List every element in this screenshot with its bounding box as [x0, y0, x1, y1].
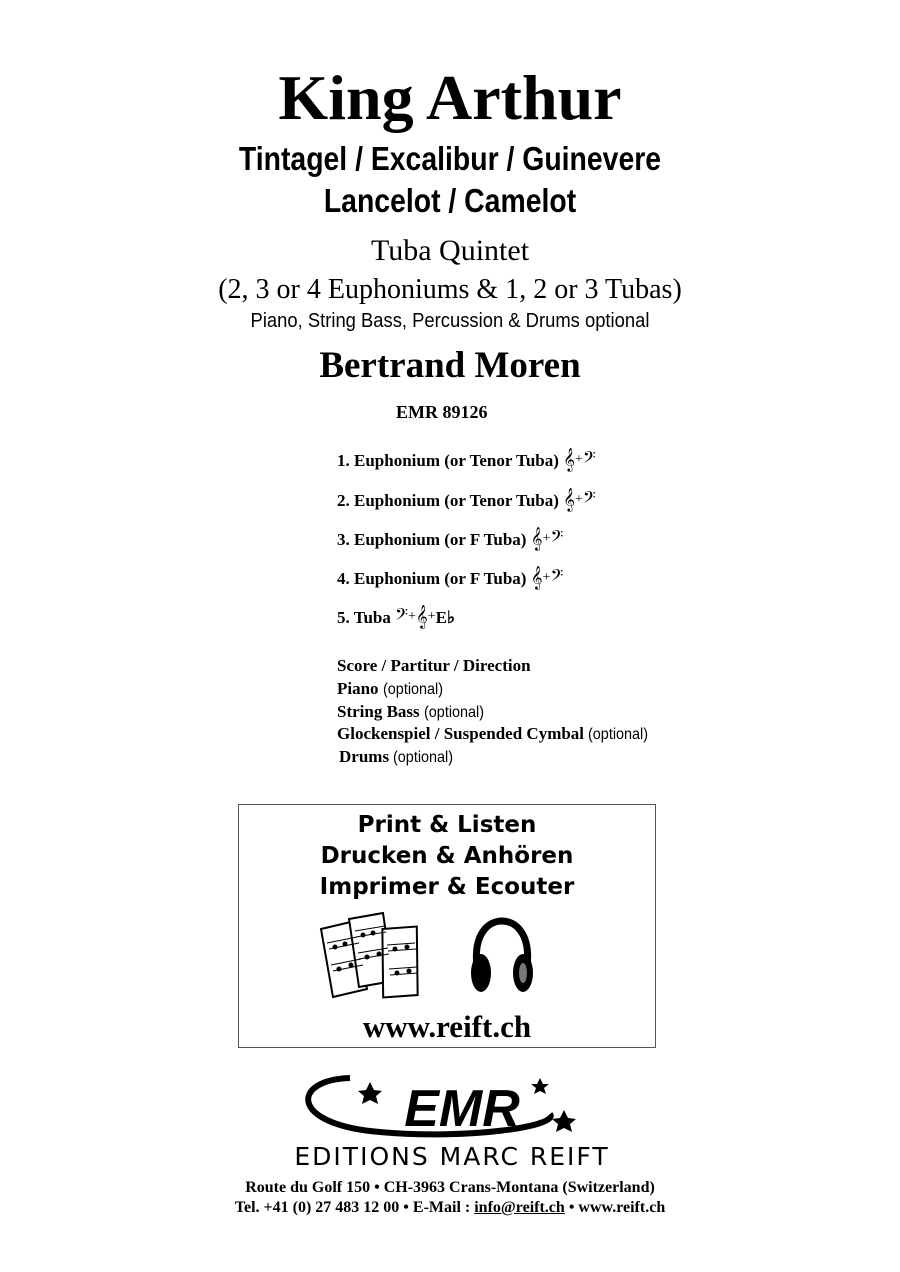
treble-clef-icon: 𝄞 [563, 487, 575, 511]
plus-sign: + [574, 452, 583, 467]
headphones-icon [467, 915, 537, 997]
website-link[interactable]: www.reift.ch [362, 1009, 532, 1044]
bass-clef-icon: 𝄢 [582, 447, 596, 471]
extra-note: (optional) [423, 704, 484, 721]
e-flat-label: E♭ [435, 608, 456, 627]
extra-note: (optional) [588, 726, 649, 743]
catalog-number: EMR 89126 [396, 402, 488, 422]
treble-clef-icon: 𝄞 [530, 565, 543, 589]
star-icon [358, 1082, 382, 1104]
part-label: 4. Euphonium (or F Tuba) [337, 569, 527, 588]
extra-item [339, 746, 460, 769]
subtitle-line-1: Tintagel / Excalibur / Guinevere [238, 140, 662, 177]
subtitle-line-2: Lancelot / Camelot [323, 182, 577, 219]
treble-clef-icon: 𝄞 [563, 447, 575, 471]
plus-sign: + [542, 570, 551, 585]
part-label: 1. Euphonium (or Tenor Tuba) [337, 451, 559, 470]
extra-label: Glockenspiel / Suspended Cymbal [337, 724, 585, 743]
bass-clef-icon: 𝄢 [582, 487, 596, 511]
emr-logo [230, 1070, 680, 1170]
ensemble: Tuba Quintet [370, 234, 530, 267]
extra-item [337, 678, 450, 701]
print-listen-fr: Imprimer & Ecouter [319, 874, 575, 900]
contact-prefix: Tel. +41 (0) 27 483 12 00 • E-Mail : [234, 1199, 475, 1216]
star-icon [552, 1110, 576, 1132]
print-listen-en: Print & Listen [357, 812, 537, 838]
publisher-address: Route du Golf 150 • CH-3963 Crans-Montana (Switzerland) [245, 1179, 655, 1196]
part-label: 5. Tuba [337, 608, 391, 627]
extra-label: String Bass [337, 702, 420, 721]
sheet-music-icon [311, 909, 427, 999]
plus-sign: + [542, 531, 551, 546]
extra-label: Score / Partitur / Direction [337, 656, 531, 675]
composer: Bertrand Moren [319, 345, 581, 386]
star-icon [531, 1078, 549, 1094]
extra-note: (optional) [393, 749, 454, 766]
treble-clef-icon: 𝄞 [415, 604, 428, 628]
bass-clef-icon: 𝄢 [550, 526, 564, 550]
extra-item [337, 723, 655, 746]
contact-suffix: • www.reift.ch [564, 1199, 666, 1216]
bass-clef-icon: 𝄢 [395, 604, 409, 628]
extra-note: (optional) [382, 681, 443, 698]
extra-label: Piano [337, 679, 379, 698]
logo-text: EMR [404, 1080, 520, 1138]
treble-clef-icon: 𝄞 [530, 526, 543, 550]
email-link[interactable]: info@reift.ch [474, 1199, 565, 1216]
plus-sign: + [408, 609, 416, 624]
part-item [337, 566, 563, 590]
part-item [337, 448, 596, 472]
part-item [337, 488, 596, 512]
bass-clef-icon: 𝄢 [550, 565, 564, 589]
plus-sign: + [574, 492, 583, 507]
title: King Arthur [278, 62, 622, 133]
part-item [337, 527, 563, 551]
extra-item [337, 655, 531, 677]
extra-label: Drums [339, 747, 390, 766]
plus-sign: + [427, 609, 436, 624]
part-label: 3. Euphonium (or F Tuba) [337, 530, 527, 549]
publisher-contact [0, 1198, 900, 1218]
optional-instruments: Piano, String Bass, Percussion & Drums optional [250, 310, 650, 332]
part-label: 2. Euphonium (or Tenor Tuba) [337, 491, 559, 510]
print-listen-box [238, 804, 656, 1048]
print-listen-de: Drucken & Anhören [320, 843, 574, 869]
part-item [337, 605, 455, 629]
instrumentation: (2, 3 or 4 Euphoniums & 1, 2 or 3 Tubas) [218, 274, 682, 305]
extra-item [337, 701, 491, 724]
publisher-name: EDITIONS MARC REIFT [294, 1142, 610, 1170]
